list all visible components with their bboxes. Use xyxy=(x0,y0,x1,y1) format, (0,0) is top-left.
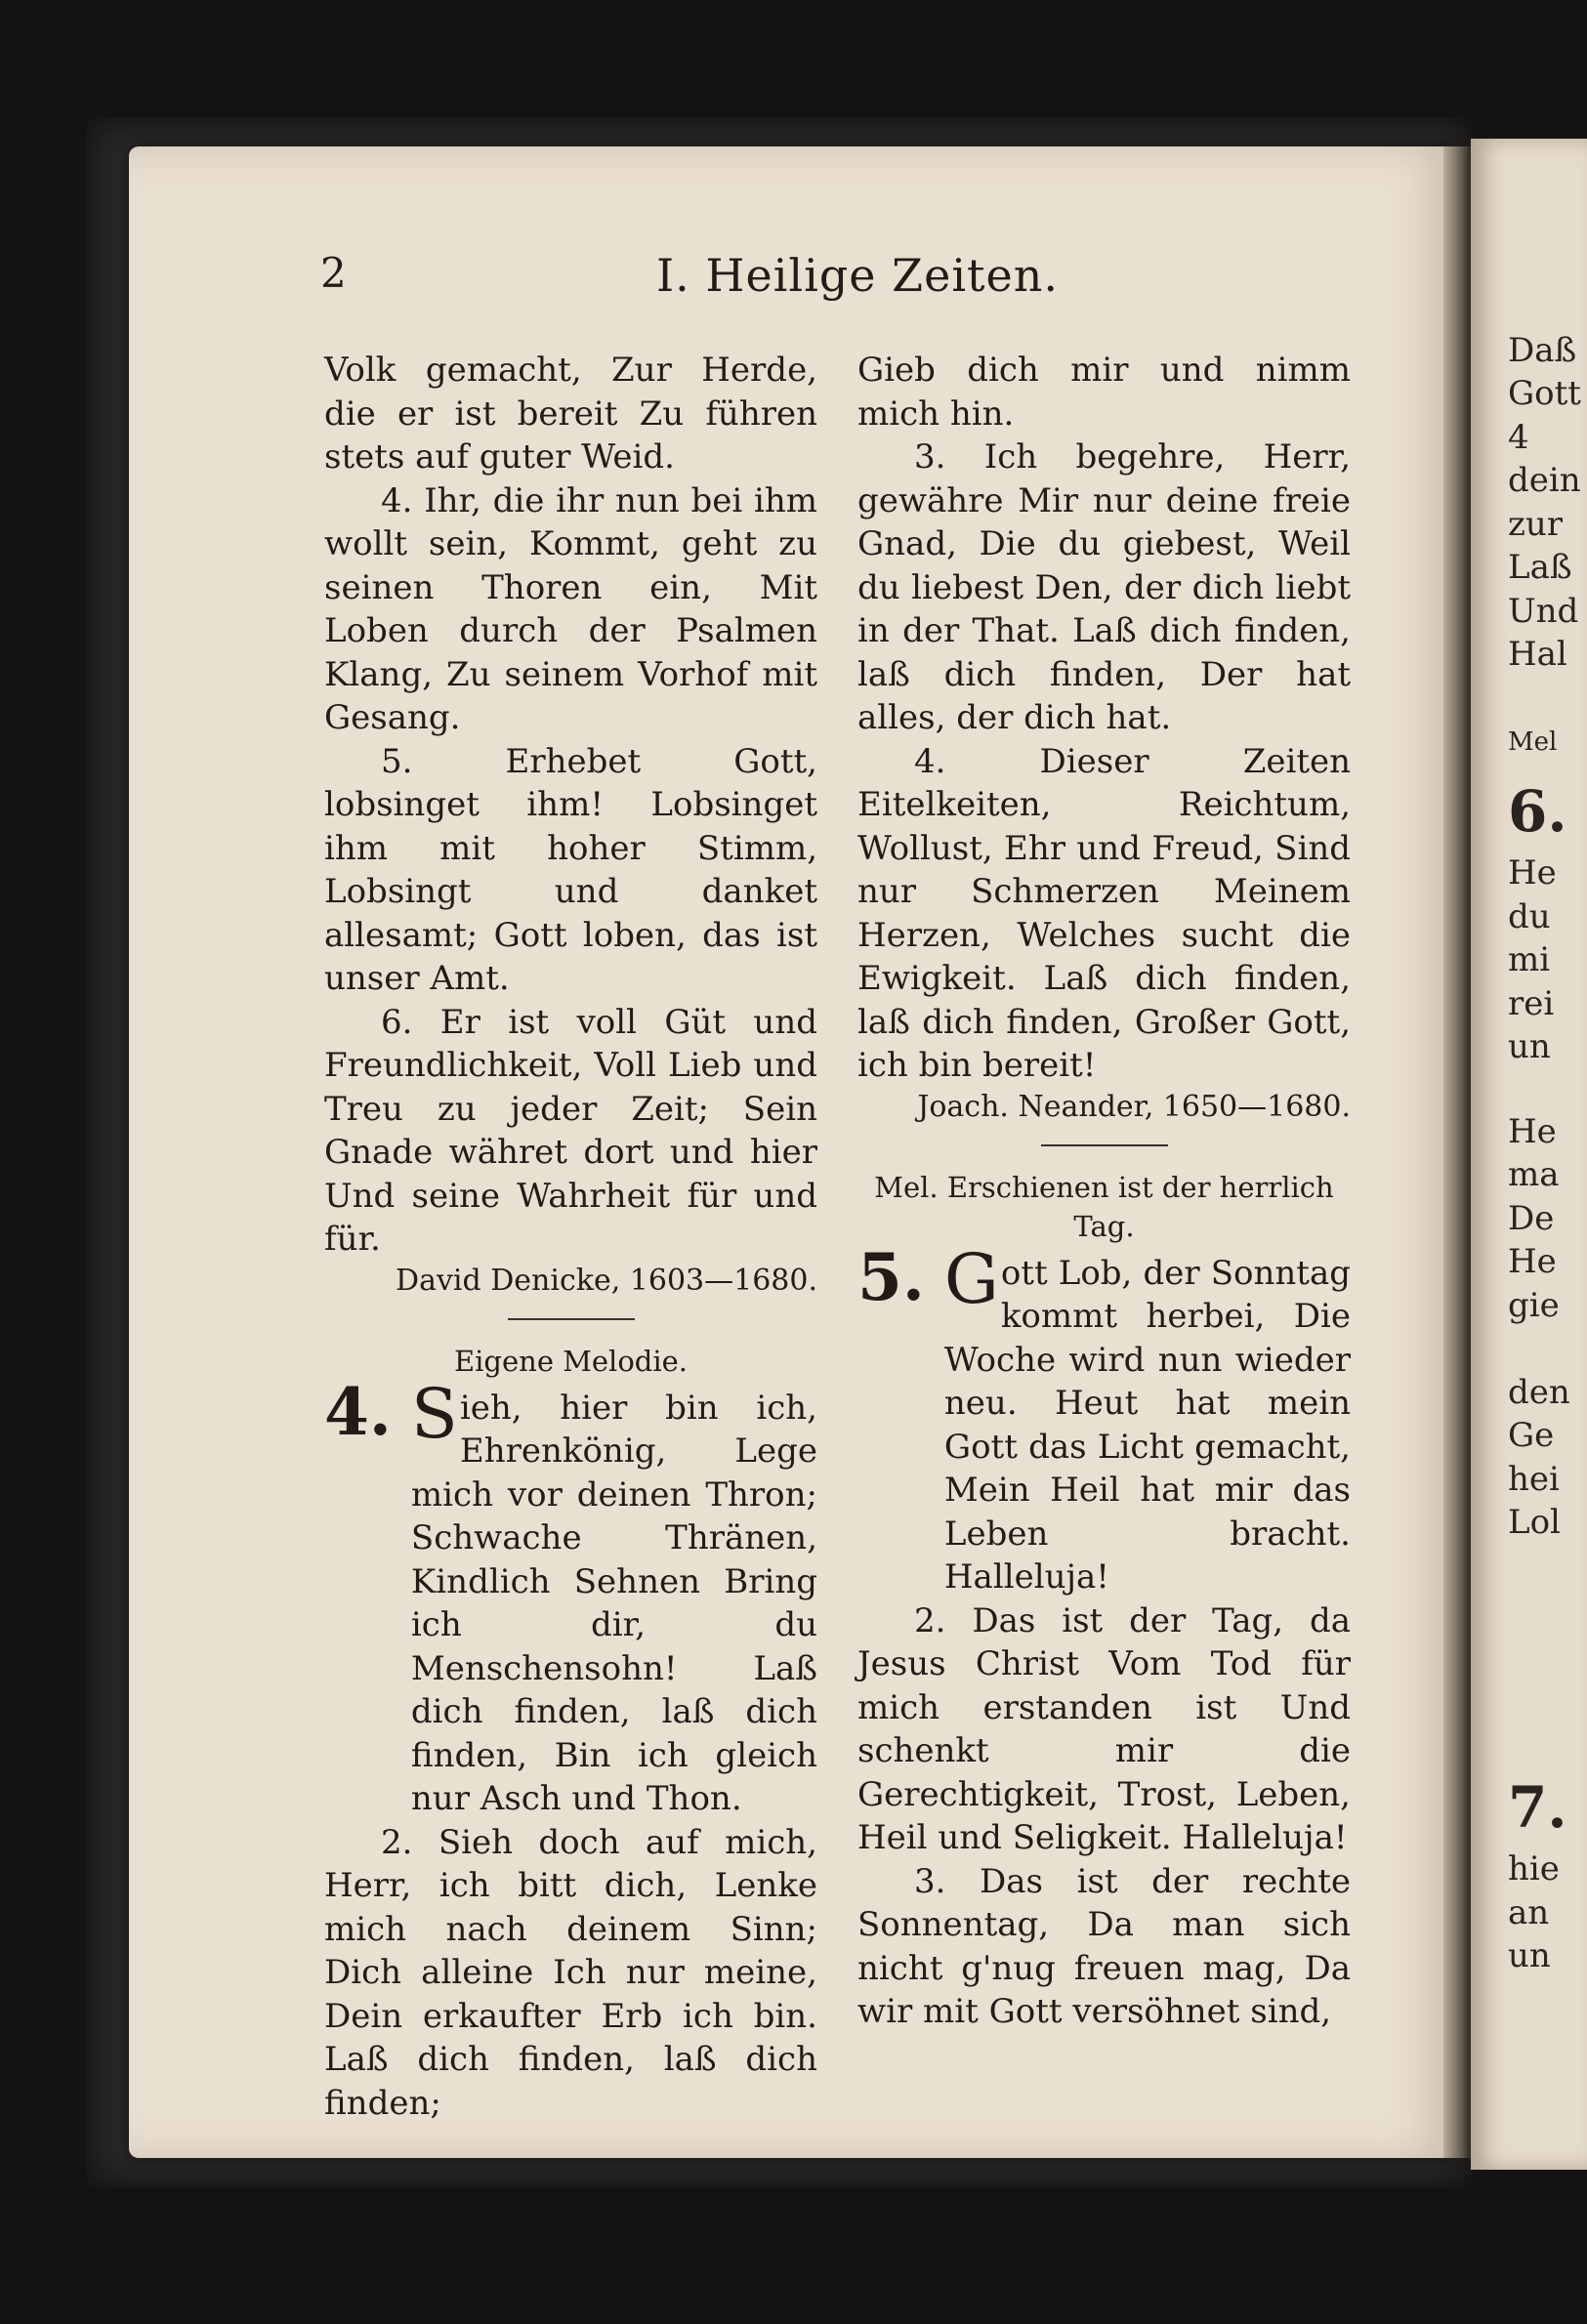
next-page-fragment: du xyxy=(1508,897,1551,936)
running-title: I. Heilige Zeiten. xyxy=(655,249,1060,302)
page-number: 2 xyxy=(320,249,347,297)
verse-paragraph: 5. Erhebet Gott, lobsinget ihm! Lobsinget ihm mit hoher Stimm, Lobsingt und danket allesamt; Gott loben, das ist unser Amt. xyxy=(324,741,817,998)
verse-paragraph: 4. Ihr, die ihr nun bei ihm wollt sein, Kommt, geht zu seinen Thoren ein, Mit Loben durch der Psalmen Klang, Zu seinem Vorhof mit Gesang. xyxy=(324,480,817,737)
next-page-fragment: hie xyxy=(1508,1849,1560,1888)
verse-paragraph: 3. Ich begehre, Herr, gewähre Mir nur deine freie Gnad, Die du giebest, Weil du liebest Den, der dich liebt in der That. Laß dich finden, laß dich finden, Der hat alles, der dich hat. xyxy=(857,437,1351,737)
verse-text: ott Lob, der Sonntag kommt herbei, Die Woche wird nun wieder neu. Heut hat mein Gott das Licht gemacht, Mein Heil hat mir das Leben bracht. Halleluja! xyxy=(943,1253,1351,1597)
next-page-fragment: Ge xyxy=(1508,1416,1555,1455)
hymn-number: 5. xyxy=(857,1238,925,1315)
next-page-fragment: He xyxy=(1508,1242,1557,1281)
next-page-fragment: 4 xyxy=(1508,418,1529,457)
next-page-fragment: ma xyxy=(1508,1155,1560,1194)
hymn-attribution: Joach. Neander, 1650—1680. xyxy=(917,1089,1351,1124)
next-page-fragment: gie xyxy=(1508,1286,1560,1325)
verse-paragraph: Volk gemacht, Zur Herde, die er ist bereit Zu führen stets auf guter Weid. xyxy=(324,351,817,477)
next-page-fragment: Und xyxy=(1508,592,1579,631)
hymn-number: 4. xyxy=(324,1373,392,1450)
next-page-fragment: Hal xyxy=(1508,635,1567,674)
section-divider xyxy=(508,1318,635,1320)
next-page-fragment: 6. xyxy=(1508,778,1567,845)
verse-paragraph: Gieb dich mir und nimm mich hin. xyxy=(857,351,1351,434)
melody-note: Mel. Erschienen ist der herrlich Tag. xyxy=(874,1170,1334,1243)
hymn-start xyxy=(857,1238,1351,1599)
next-page-fragment: den xyxy=(1508,1373,1570,1412)
right-column xyxy=(857,349,1351,2034)
book-gutter xyxy=(1443,146,1471,2158)
next-page-fragment: Mel xyxy=(1508,727,1558,757)
section-divider xyxy=(1041,1144,1168,1146)
next-page-fragment: rei xyxy=(1508,984,1555,1023)
melody-note: Eigene Melodie. xyxy=(453,1344,689,1378)
next-page-edge xyxy=(1471,139,1587,2170)
next-page-fragment: He xyxy=(1508,853,1557,892)
verse-paragraph: 2. Sieh doch auf mich, Herr, ich bitt dich, Lenke mich nach deinem Sinn; Dich alleine Ich nur meine, Dein erkaufter Erb ich bin. Laß dich finden, laß dich finden; xyxy=(324,1822,817,2123)
page-header xyxy=(320,249,1346,308)
drop-cap: G xyxy=(943,1238,999,1319)
verse-text: ieh, hier bin ich, Ehrenkönig, Lege mich vor deinen Thron; Schwache Thränen, Kindlich Sehnen Bring ich dir, du Menschensohn! Laß dich finden, laß dich finden, Bin ich gleich nur Asch und Thon. xyxy=(410,1388,817,1818)
left-column xyxy=(324,349,817,2125)
drop-cap: S xyxy=(410,1373,458,1454)
verse-paragraph: 2. Das ist der Tag, da Jesus Christ Vom Tod für mich erstanden ist Und schenkt mir die Gerechtigkeit, Trost, Leben, Heil und Seligkeit. Halleluja! xyxy=(857,1600,1351,1857)
verse-paragraph: 6. Er ist voll Güt und Freundlichkeit, Voll Lieb und Treu zu jeder Zeit; Sein Gnade währet dort und hier Und seine Wahrheit für und für. xyxy=(324,1002,817,1259)
next-page-fragment: dein xyxy=(1508,461,1581,500)
next-page-fragment: zur xyxy=(1508,505,1564,544)
next-page-fragment: mi xyxy=(1508,940,1551,979)
next-page-fragment: un xyxy=(1508,1936,1551,1975)
hymn-attribution: David Denicke, 1603—1680. xyxy=(396,1263,817,1298)
next-page-fragment: Lol xyxy=(1508,1503,1561,1542)
next-page-fragment: Laß xyxy=(1508,548,1572,587)
next-page-fragment: an xyxy=(1508,1893,1550,1932)
hymn-start xyxy=(324,1373,817,1821)
next-page-fragment: hei xyxy=(1508,1460,1560,1499)
next-page-fragment: 7. xyxy=(1508,1774,1567,1841)
next-page-fragment: un xyxy=(1508,1027,1551,1066)
next-page-fragment: He xyxy=(1508,1112,1557,1151)
next-page-fragment: De xyxy=(1508,1199,1555,1238)
verse-paragraph: 3. Das ist der rechte Sonnentag, Da man sich nicht g'nug freuen mag, Da wir mit Gott versöhnet sind, xyxy=(857,1861,1351,2031)
next-page-fragment: Daß xyxy=(1508,331,1577,370)
verse-paragraph: 4. Dieser Zeiten Eitelkeiten, Reichtum, Wollust, Ehr und Freud, Sind nur Schmerzen Meinem Herzen, Welches sucht die Ewigkeit. Laß dich finden, laß dich finden, Großer Gott, ich bin bereit! xyxy=(857,741,1351,1085)
next-page-fragment: Gott xyxy=(1508,374,1581,413)
